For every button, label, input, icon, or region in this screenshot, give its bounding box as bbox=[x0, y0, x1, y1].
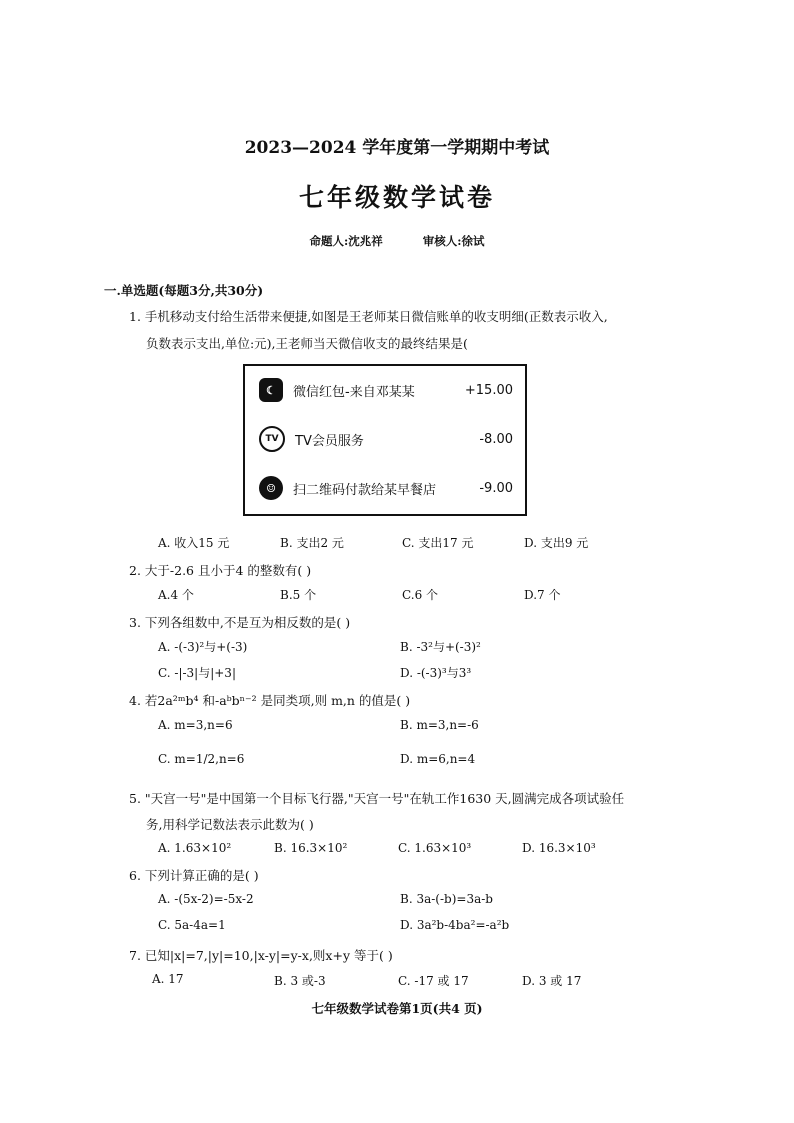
bill-amount: -9.00 bbox=[479, 480, 513, 496]
q7-option-b: B. 3 或-3 bbox=[274, 974, 326, 988]
q6-option-b: B. 3a-(-b)=3a-b bbox=[400, 892, 493, 906]
q5-option-a: A. 1.63×10² bbox=[158, 841, 232, 855]
q2-option-a: A.4 个 bbox=[158, 588, 194, 602]
bill-row bbox=[259, 473, 513, 503]
q3-option-c: C. -|-3|与|+3| bbox=[158, 666, 236, 680]
bill-row bbox=[259, 424, 513, 454]
q4-text: 4. 若2a²ᵐb⁴ 和-aᵇbⁿ⁻² 是同类项,则 m,n 的值是( ) bbox=[129, 693, 411, 708]
q1-option-b: B. 支出2 元 bbox=[280, 536, 344, 550]
bill-row bbox=[259, 375, 513, 405]
q2-option-c: C.6 个 bbox=[402, 588, 439, 602]
tv-icon: TV bbox=[259, 426, 285, 452]
exam-year-heading: 2023—2024 学年度第一学期期中考试 bbox=[244, 138, 550, 158]
q4-option-b: B. m=3,n=-6 bbox=[400, 718, 479, 732]
q3-option-d: D. -(-3)³与3³ bbox=[400, 666, 472, 680]
author-label: 命题人:沈兆祥 bbox=[309, 234, 383, 248]
q7-option-c: C. -17 或 17 bbox=[398, 974, 469, 988]
section-heading: 一.单选题(每题3分,共30分) bbox=[104, 283, 264, 298]
page-footer: 七年级数学试卷第1页(共4 页) bbox=[311, 1001, 483, 1016]
exam-title: 七年级数学试卷 bbox=[298, 183, 495, 212]
q6-option-d: D. 3a²b-4ba²=-a²b bbox=[400, 918, 510, 932]
q1-text-line1: 1. 手机移动支付给生活带来便捷,如图是王老师某日微信账单的收支明细(正数表示收入, bbox=[129, 309, 608, 324]
bill-amount: +15.00 bbox=[464, 382, 513, 398]
staff-line bbox=[0, 233, 794, 249]
q1-option-c: C. 支出17 元 bbox=[402, 536, 474, 550]
wechat-bill-box bbox=[243, 364, 527, 516]
q1-option-a: A. 收入15 元 bbox=[158, 536, 230, 550]
q5-text-line2: 务,用科学记数法表示此数为( ) bbox=[146, 817, 314, 832]
bill-label: 扫二维码付款给某早餐店 bbox=[293, 482, 437, 498]
q7-text: 7. 已知|x|=7,|y|=10,|x-y|=y-x,则x+y 等于( ) bbox=[129, 948, 393, 963]
q5-option-c: C. 1.63×10³ bbox=[398, 841, 472, 855]
q5-option-d: D. 16.3×10³ bbox=[522, 841, 596, 855]
q7-option-a: A. 17 bbox=[152, 972, 184, 986]
q4-option-a: A. m=3,n=6 bbox=[158, 718, 233, 732]
q7-option-d: D. 3 或 17 bbox=[522, 974, 582, 988]
q3-option-b: B. -3²与+(-3)² bbox=[400, 640, 481, 654]
q4-option-c: C. m=1/2,n=6 bbox=[158, 752, 245, 766]
q3-text: 3. 下列各组数中,不是互为相反数的是( ) bbox=[129, 615, 351, 630]
q3-option-a: A. -(-3)²与+(-3) bbox=[158, 640, 248, 654]
q5-text-line1: 5. "天宫一号"是中国第一个目标飞行器,"天宫一号"在轨工作1630 天,圆满完成各项试验任 bbox=[129, 791, 625, 806]
q1-text-line2: 负数表示支出,单位:元),王老师当天微信收支的最终结果是( bbox=[146, 336, 468, 351]
qr-icon: ☺ bbox=[259, 476, 283, 500]
q1-option-d: D. 支出9 元 bbox=[524, 536, 589, 550]
q5-option-b: B. 16.3×10² bbox=[274, 841, 348, 855]
q6-option-a: A. -(5x-2)=-5x-2 bbox=[158, 892, 254, 906]
moon-icon: ☾ bbox=[259, 378, 283, 402]
q6-text: 6. 下列计算正确的是( ) bbox=[129, 868, 259, 883]
bill-amount: -8.00 bbox=[479, 431, 513, 447]
bill-label: TV会员服务 bbox=[295, 433, 364, 449]
q4-option-d: D. m=6,n=4 bbox=[400, 752, 476, 766]
reviewer-label: 审核人:徐试 bbox=[422, 234, 485, 248]
q6-option-c: C. 5a-4a=1 bbox=[158, 918, 226, 932]
bill-label: 微信红包-来自邓某某 bbox=[293, 384, 415, 400]
q2-option-d: D.7 个 bbox=[524, 588, 561, 602]
q2-text: 2. 大于-2.6 且小于4 的整数有( ) bbox=[129, 563, 312, 578]
q2-option-b: B.5 个 bbox=[280, 588, 317, 602]
